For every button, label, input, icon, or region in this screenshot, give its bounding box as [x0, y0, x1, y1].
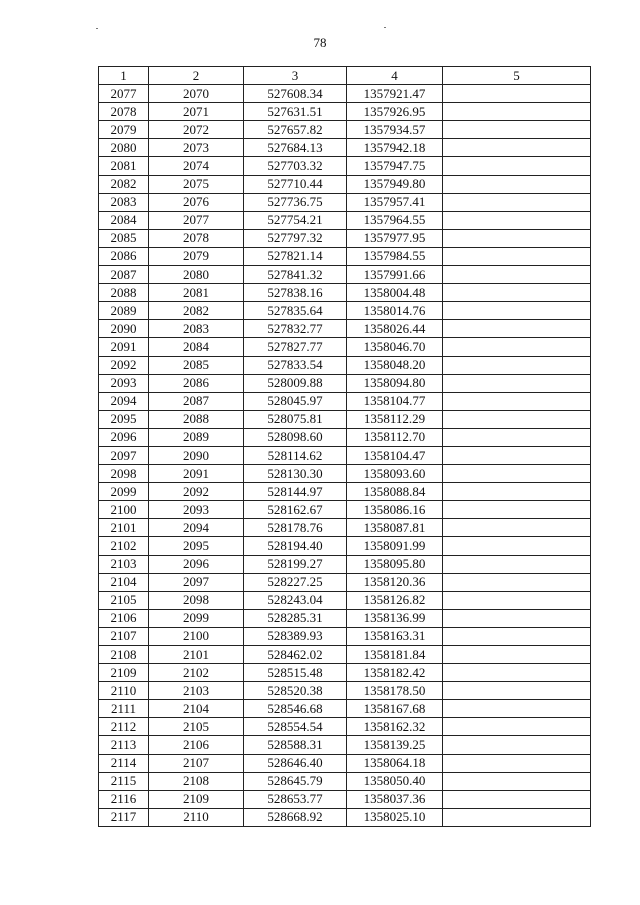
table-cell: 1358126.82: [347, 591, 443, 609]
table-cell: 1358091.99: [347, 537, 443, 555]
header-cell: 3: [244, 67, 347, 85]
table-cell: 1357964.55: [347, 211, 443, 229]
table-cell: 1358095.80: [347, 555, 443, 573]
table-cell: [443, 428, 591, 446]
table-cell: [443, 718, 591, 736]
table-cell: 2081: [99, 157, 149, 175]
table-cell: 2103: [149, 682, 244, 700]
table-cell: 1358104.47: [347, 446, 443, 464]
table-cell: 2091: [149, 465, 244, 483]
table-row: [99, 573, 591, 591]
table-cell: 2082: [99, 175, 149, 193]
table-cell: 527657.82: [244, 121, 347, 139]
table-cell: 528646.40: [244, 754, 347, 772]
table-row: [99, 537, 591, 555]
table-cell: 1358025.10: [347, 808, 443, 826]
table-cell: 2105: [149, 718, 244, 736]
table-cell: 2088: [99, 284, 149, 302]
table-cell: [443, 320, 591, 338]
table-cell: 2106: [149, 736, 244, 754]
table-cell: 2076: [149, 193, 244, 211]
table-cell: 2110: [99, 682, 149, 700]
table-cell: 1358112.29: [347, 410, 443, 428]
table-cell: 1358014.76: [347, 302, 443, 320]
table-cell: 1357947.75: [347, 157, 443, 175]
header-cell: 2: [149, 67, 244, 85]
table-cell: [443, 772, 591, 790]
table-cell: 2097: [99, 446, 149, 464]
table-cell: 2083: [99, 193, 149, 211]
table-row: [99, 646, 591, 664]
coordinates-table: [98, 66, 591, 827]
table-cell: [443, 85, 591, 103]
table-cell: [443, 211, 591, 229]
table-row: [99, 284, 591, 302]
table-cell: [443, 374, 591, 392]
table-cell: 1357984.55: [347, 247, 443, 265]
table-row: [99, 700, 591, 718]
table-cell: [443, 501, 591, 519]
table-cell: 2090: [149, 446, 244, 464]
table-cell: 1358162.32: [347, 718, 443, 736]
table-cell: 527710.44: [244, 175, 347, 193]
table-cell: 2086: [99, 247, 149, 265]
table-cell: [443, 555, 591, 573]
table-cell: 2086: [149, 374, 244, 392]
table-cell: 2098: [99, 465, 149, 483]
table-cell: 1357949.80: [347, 175, 443, 193]
table-cell: 2093: [149, 501, 244, 519]
table-cell: 528546.68: [244, 700, 347, 718]
table-cell: 2107: [99, 627, 149, 645]
table-cell: 528144.97: [244, 483, 347, 501]
table-cell: 528178.76: [244, 519, 347, 537]
table-row: [99, 302, 591, 320]
table-cell: 527736.75: [244, 193, 347, 211]
table-cell: 1358050.40: [347, 772, 443, 790]
table-cell: 528515.48: [244, 664, 347, 682]
page-number: 78: [313, 35, 327, 50]
table-cell: 2078: [149, 229, 244, 247]
table-row: [99, 808, 591, 826]
table-row: [99, 229, 591, 247]
table-cell: 2107: [149, 754, 244, 772]
table-cell: 2101: [149, 646, 244, 664]
table-cell: 2073: [149, 139, 244, 157]
table-cell: 2084: [149, 338, 244, 356]
table-row: [99, 266, 591, 284]
table-cell: 527684.13: [244, 139, 347, 157]
table-row: [99, 211, 591, 229]
table-cell: [443, 284, 591, 302]
table-cell: [443, 229, 591, 247]
table-row: [99, 247, 591, 265]
table-row: [99, 754, 591, 772]
table-cell: 2117: [99, 808, 149, 826]
table-cell: 528520.38: [244, 682, 347, 700]
table-cell: 1357942.18: [347, 139, 443, 157]
table-cell: 527838.16: [244, 284, 347, 302]
table-cell: 1357934.57: [347, 121, 443, 139]
table-row: [99, 483, 591, 501]
table-cell: 2101: [99, 519, 149, 537]
table-row: [99, 682, 591, 700]
table-cell: [443, 193, 591, 211]
table-row: [99, 772, 591, 790]
table-cell: 2112: [99, 718, 149, 736]
table-row: [99, 465, 591, 483]
header-cell: 1: [99, 67, 149, 85]
table-cell: 1358086.16: [347, 501, 443, 519]
table-cell: 2091: [99, 338, 149, 356]
table-cell: 1357977.95: [347, 229, 443, 247]
table-cell: 2077: [149, 211, 244, 229]
table-cell: [443, 591, 591, 609]
table-cell: [443, 266, 591, 284]
table-cell: [443, 356, 591, 374]
table-cell: 2100: [99, 501, 149, 519]
table-cell: 2109: [149, 790, 244, 808]
table-cell: 528098.60: [244, 428, 347, 446]
table-cell: 1358104.77: [347, 392, 443, 410]
table-cell: 2106: [99, 609, 149, 627]
table-cell: 2085: [99, 229, 149, 247]
table-cell: 2079: [99, 121, 149, 139]
table-cell: 2105: [99, 591, 149, 609]
table-cell: 2081: [149, 284, 244, 302]
table-cell: 528285.31: [244, 609, 347, 627]
table-cell: 2095: [149, 537, 244, 555]
table-row: [99, 392, 591, 410]
table-cell: [443, 446, 591, 464]
table-cell: 1358004.48: [347, 284, 443, 302]
table-cell: 1358167.68: [347, 700, 443, 718]
table-cell: [443, 483, 591, 501]
table-row: [99, 103, 591, 121]
table-cell: 527754.21: [244, 211, 347, 229]
table-cell: 528009.88: [244, 374, 347, 392]
table-cell: [443, 410, 591, 428]
table-cell: 2087: [99, 266, 149, 284]
table-cell: 2075: [149, 175, 244, 193]
table-cell: 1358088.84: [347, 483, 443, 501]
table-cell: 1358046.70: [347, 338, 443, 356]
table-row: [99, 193, 591, 211]
table-cell: 2108: [99, 646, 149, 664]
table-cell: 2104: [149, 700, 244, 718]
table-cell: 2093: [99, 374, 149, 392]
table-cell: 2102: [99, 537, 149, 555]
table-cell: 2079: [149, 247, 244, 265]
table-cell: 528462.02: [244, 646, 347, 664]
table-row: [99, 736, 591, 754]
table-cell: [443, 139, 591, 157]
table-cell: 528389.93: [244, 627, 347, 645]
table-cell: 528114.62: [244, 446, 347, 464]
table-cell: [443, 157, 591, 175]
table-row: [99, 609, 591, 627]
table-cell: 1358182.42: [347, 664, 443, 682]
table-row: [99, 139, 591, 157]
table-cell: 1358094.80: [347, 374, 443, 392]
table-cell: 2096: [99, 428, 149, 446]
table-cell: 2108: [149, 772, 244, 790]
table-cell: [443, 700, 591, 718]
table-cell: [443, 736, 591, 754]
table-cell: 2103: [99, 555, 149, 573]
table-cell: 2097: [149, 573, 244, 591]
table-row: [99, 374, 591, 392]
scan-speck: [384, 27, 386, 28]
table-cell: 1358112.70: [347, 428, 443, 446]
table-cell: 1358037.36: [347, 790, 443, 808]
table-row: [99, 157, 591, 175]
table-cell: 528243.04: [244, 591, 347, 609]
table-cell: 1358064.18: [347, 754, 443, 772]
table-cell: 528554.54: [244, 718, 347, 736]
table-cell: 528075.81: [244, 410, 347, 428]
table-row: [99, 85, 591, 103]
table-cell: 2095: [99, 410, 149, 428]
table-cell: [443, 808, 591, 826]
table-cell: 527703.32: [244, 157, 347, 175]
table-cell: 2094: [99, 392, 149, 410]
table-cell: 2110: [149, 808, 244, 826]
table-cell: 528227.25: [244, 573, 347, 591]
table-cell: 1358026.44: [347, 320, 443, 338]
table-cell: 2082: [149, 302, 244, 320]
table-cell: 1358136.99: [347, 609, 443, 627]
table-cell: 528653.77: [244, 790, 347, 808]
table-cell: [443, 609, 591, 627]
table-cell: 2088: [149, 410, 244, 428]
table-cell: 2111: [99, 700, 149, 718]
table-cell: [443, 573, 591, 591]
table-cell: 1358120.36: [347, 573, 443, 591]
table-cell: [443, 302, 591, 320]
table-cell: 528199.27: [244, 555, 347, 573]
table-cell: 2100: [149, 627, 244, 645]
table-cell: 2077: [99, 85, 149, 103]
table-cell: 2074: [149, 157, 244, 175]
table-cell: 2099: [99, 483, 149, 501]
table-cell: 2109: [99, 664, 149, 682]
table-cell: [443, 682, 591, 700]
table-cell: 2083: [149, 320, 244, 338]
table-cell: 1358181.84: [347, 646, 443, 664]
table-row: [99, 790, 591, 808]
table-cell: [443, 103, 591, 121]
table-cell: [443, 465, 591, 483]
table-cell: 2090: [99, 320, 149, 338]
table-cell: 1357926.95: [347, 103, 443, 121]
table-cell: [443, 338, 591, 356]
table-cell: 527835.64: [244, 302, 347, 320]
table-row: [99, 356, 591, 374]
table-row: [99, 320, 591, 338]
table-cell: 2084: [99, 211, 149, 229]
table-cell: 2104: [99, 573, 149, 591]
table-cell: 1358139.25: [347, 736, 443, 754]
table-cell: 1358087.81: [347, 519, 443, 537]
table-cell: 2089: [149, 428, 244, 446]
table-cell: [443, 121, 591, 139]
table-cell: 1358048.20: [347, 356, 443, 374]
table-cell: 1357921.47: [347, 85, 443, 103]
table-cell: 527827.77: [244, 338, 347, 356]
table-cell: 2092: [149, 483, 244, 501]
table-row: [99, 519, 591, 537]
table-row: [99, 627, 591, 645]
table-cell: 528668.92: [244, 808, 347, 826]
table-header-row: [99, 67, 591, 85]
table-cell: 2087: [149, 392, 244, 410]
table-cell: 527608.34: [244, 85, 347, 103]
table-row: [99, 175, 591, 193]
table-cell: [443, 247, 591, 265]
table-row: [99, 555, 591, 573]
table-row: [99, 428, 591, 446]
table-cell: [443, 537, 591, 555]
table-cell: 528045.97: [244, 392, 347, 410]
table-cell: 2116: [99, 790, 149, 808]
table-cell: 2114: [99, 754, 149, 772]
table-cell: [443, 646, 591, 664]
table-cell: [443, 790, 591, 808]
table-cell: [443, 392, 591, 410]
table-cell: 1358178.50: [347, 682, 443, 700]
table-row: [99, 718, 591, 736]
table-row: [99, 664, 591, 682]
header-cell: 4: [347, 67, 443, 85]
table-cell: 2072: [149, 121, 244, 139]
table-cell: 527631.51: [244, 103, 347, 121]
table-cell: 2092: [99, 356, 149, 374]
table-cell: 527832.77: [244, 320, 347, 338]
table-row: [99, 410, 591, 428]
table-cell: 527797.32: [244, 229, 347, 247]
table-cell: [443, 664, 591, 682]
table-cell: 527821.14: [244, 247, 347, 265]
table-cell: 2094: [149, 519, 244, 537]
table-row: [99, 338, 591, 356]
table-cell: [443, 175, 591, 193]
table-row: [99, 501, 591, 519]
table-cell: 1357991.66: [347, 266, 443, 284]
table-cell: 2102: [149, 664, 244, 682]
table-row: [99, 446, 591, 464]
table-cell: 528645.79: [244, 772, 347, 790]
table-cell: 1358093.60: [347, 465, 443, 483]
table-row: [99, 591, 591, 609]
header-cell: 5: [443, 67, 591, 85]
table-cell: [443, 519, 591, 537]
table-cell: 2099: [149, 609, 244, 627]
table-cell: 2115: [99, 772, 149, 790]
table-cell: 528588.31: [244, 736, 347, 754]
table-cell: 2085: [149, 356, 244, 374]
table-cell: 2070: [149, 85, 244, 103]
table-cell: 2078: [99, 103, 149, 121]
table-cell: [443, 627, 591, 645]
table-cell: [443, 754, 591, 772]
table-cell: 528194.40: [244, 537, 347, 555]
table-cell: 2089: [99, 302, 149, 320]
table-cell: 2071: [149, 103, 244, 121]
table-cell: 2080: [149, 266, 244, 284]
table-cell: 1357957.41: [347, 193, 443, 211]
table-cell: 2080: [99, 139, 149, 157]
table-cell: 528130.30: [244, 465, 347, 483]
table-row: [99, 121, 591, 139]
table-cell: 527833.54: [244, 356, 347, 374]
table-cell: 2098: [149, 591, 244, 609]
table-cell: 2113: [99, 736, 149, 754]
table-cell: 2096: [149, 555, 244, 573]
scan-speck: [96, 28, 98, 29]
table-cell: 1358163.31: [347, 627, 443, 645]
table-cell: 527841.32: [244, 266, 347, 284]
table-cell: 528162.67: [244, 501, 347, 519]
